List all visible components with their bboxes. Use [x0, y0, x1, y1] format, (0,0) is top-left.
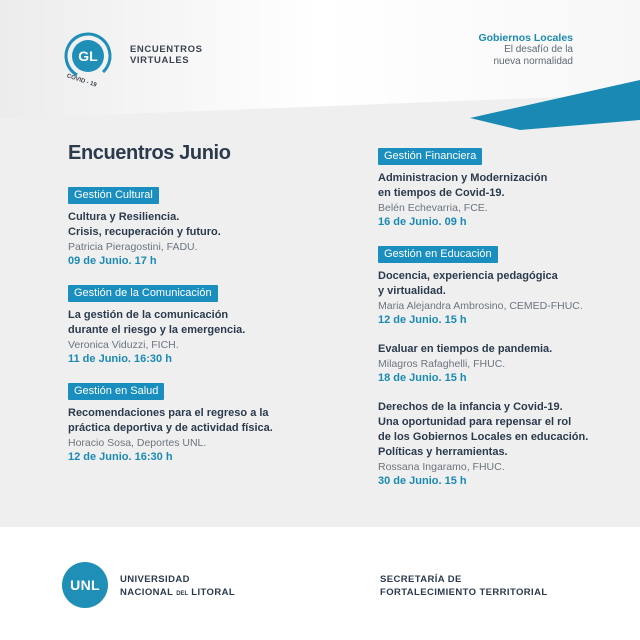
- unl-logo: UNL: [62, 562, 108, 608]
- category-group: [68, 185, 318, 269]
- footer: [0, 527, 640, 640]
- unl-name: [120, 573, 235, 601]
- unl-del: DEL: [176, 591, 189, 597]
- event-speaker: Veronica Viduzzi, FICH.: [68, 339, 179, 351]
- category-badge: Gestión Financiera: [378, 148, 482, 165]
- event-item: [378, 269, 628, 328]
- event-item: [68, 210, 318, 269]
- event-speaker: Maria Alejandra Ambrosino, CEMED-FHUC.: [378, 300, 583, 312]
- secretaria-name: [380, 573, 548, 599]
- unl-line1: UNIVERSIDAD: [120, 574, 190, 585]
- gob-line3: nueva normalidad: [493, 56, 573, 67]
- gob-line2: El desafío de la: [504, 44, 573, 55]
- logo-line1: ENCUENTROS: [130, 44, 203, 55]
- gobiernos-locales-tagline: [478, 32, 573, 68]
- event-speaker: Belén Echevarria, FCE.: [378, 202, 488, 214]
- sec-line1: SECRETARÍA DE: [380, 574, 462, 585]
- event-date: 18 de Junio. 15 h: [378, 372, 467, 384]
- event-item: [378, 400, 628, 489]
- left-column: [68, 185, 318, 479]
- event-title: Evaluar en tiempos de pandemia.: [378, 343, 553, 355]
- category-group: [378, 146, 628, 230]
- page-title: Encuentros Junio: [68, 142, 231, 164]
- category-badge: Gestión Cultural: [68, 187, 159, 204]
- event-title: Recomendaciones para el regreso a la práctica deportiva y de actividad física.: [68, 407, 273, 434]
- right-column: [378, 146, 628, 503]
- gl-logo-initials: GL: [78, 48, 98, 64]
- sec-line2: FORTALECIMIENTO TERRITORIAL: [380, 587, 548, 598]
- logo-line2: VIRTUALES: [130, 55, 190, 66]
- event-title: Docencia, experiencia pedagógica y virtualidad.: [378, 270, 558, 297]
- category-group: [68, 381, 318, 465]
- event-item: [68, 406, 318, 465]
- category-badge: Gestión en Salud: [68, 383, 164, 400]
- gob-title: Gobiernos Locales: [478, 32, 573, 44]
- category-group: [68, 283, 318, 367]
- category-badge: Gestión en Educación: [378, 246, 498, 263]
- category-badge: Gestión de la Comunicación: [68, 285, 218, 302]
- header-banner: [0, 0, 640, 130]
- event-speaker: Milagros Rafaghelli, FHUC.: [378, 358, 506, 370]
- event-date: 30 de Junio. 15 h: [378, 475, 467, 487]
- event-title: Derechos de la infancia y Covid-19. Una oportunidad para repensar el rol de los Gobiernos Locales en educación. Políticas y herramientas.: [378, 401, 589, 458]
- event-item: [378, 342, 628, 386]
- event-title: La gestión de la comunicación durante el riesgo y la emergencia.: [68, 309, 246, 336]
- unl-nacional: NACIONAL: [120, 587, 174, 598]
- schedule-content: [0, 130, 640, 525]
- event-title: Administracion y Modernización en tiempos de Covid-19.: [378, 172, 548, 199]
- event-speaker: Rossana Ingaramo, FHUC.: [378, 461, 505, 473]
- event-item: [378, 171, 628, 230]
- event-date: 12 de Junio. 16:30 h: [68, 451, 173, 463]
- event-date: 12 de Junio. 15 h: [378, 314, 467, 326]
- unl-line2: [120, 586, 235, 601]
- covid-tag: COVID - 19: [65, 73, 98, 89]
- event-speaker: Patricia Pieragostini, FADU.: [68, 241, 198, 253]
- event-title: Cultura y Resiliencia. Crisis, recuperación y futuro.: [68, 211, 221, 238]
- event-speaker: Horacio Sosa, Deportes UNL.: [68, 437, 207, 449]
- logo-text: [130, 44, 203, 66]
- event-date: 16 de Junio. 09 h: [378, 216, 467, 228]
- event-date: 11 de Junio. 16:30 h: [68, 353, 172, 365]
- event-date: 09 de Junio. 17 h: [68, 255, 157, 267]
- event-item: [68, 308, 318, 367]
- unl-litoral: LITORAL: [191, 587, 236, 598]
- category-group: [378, 244, 628, 489]
